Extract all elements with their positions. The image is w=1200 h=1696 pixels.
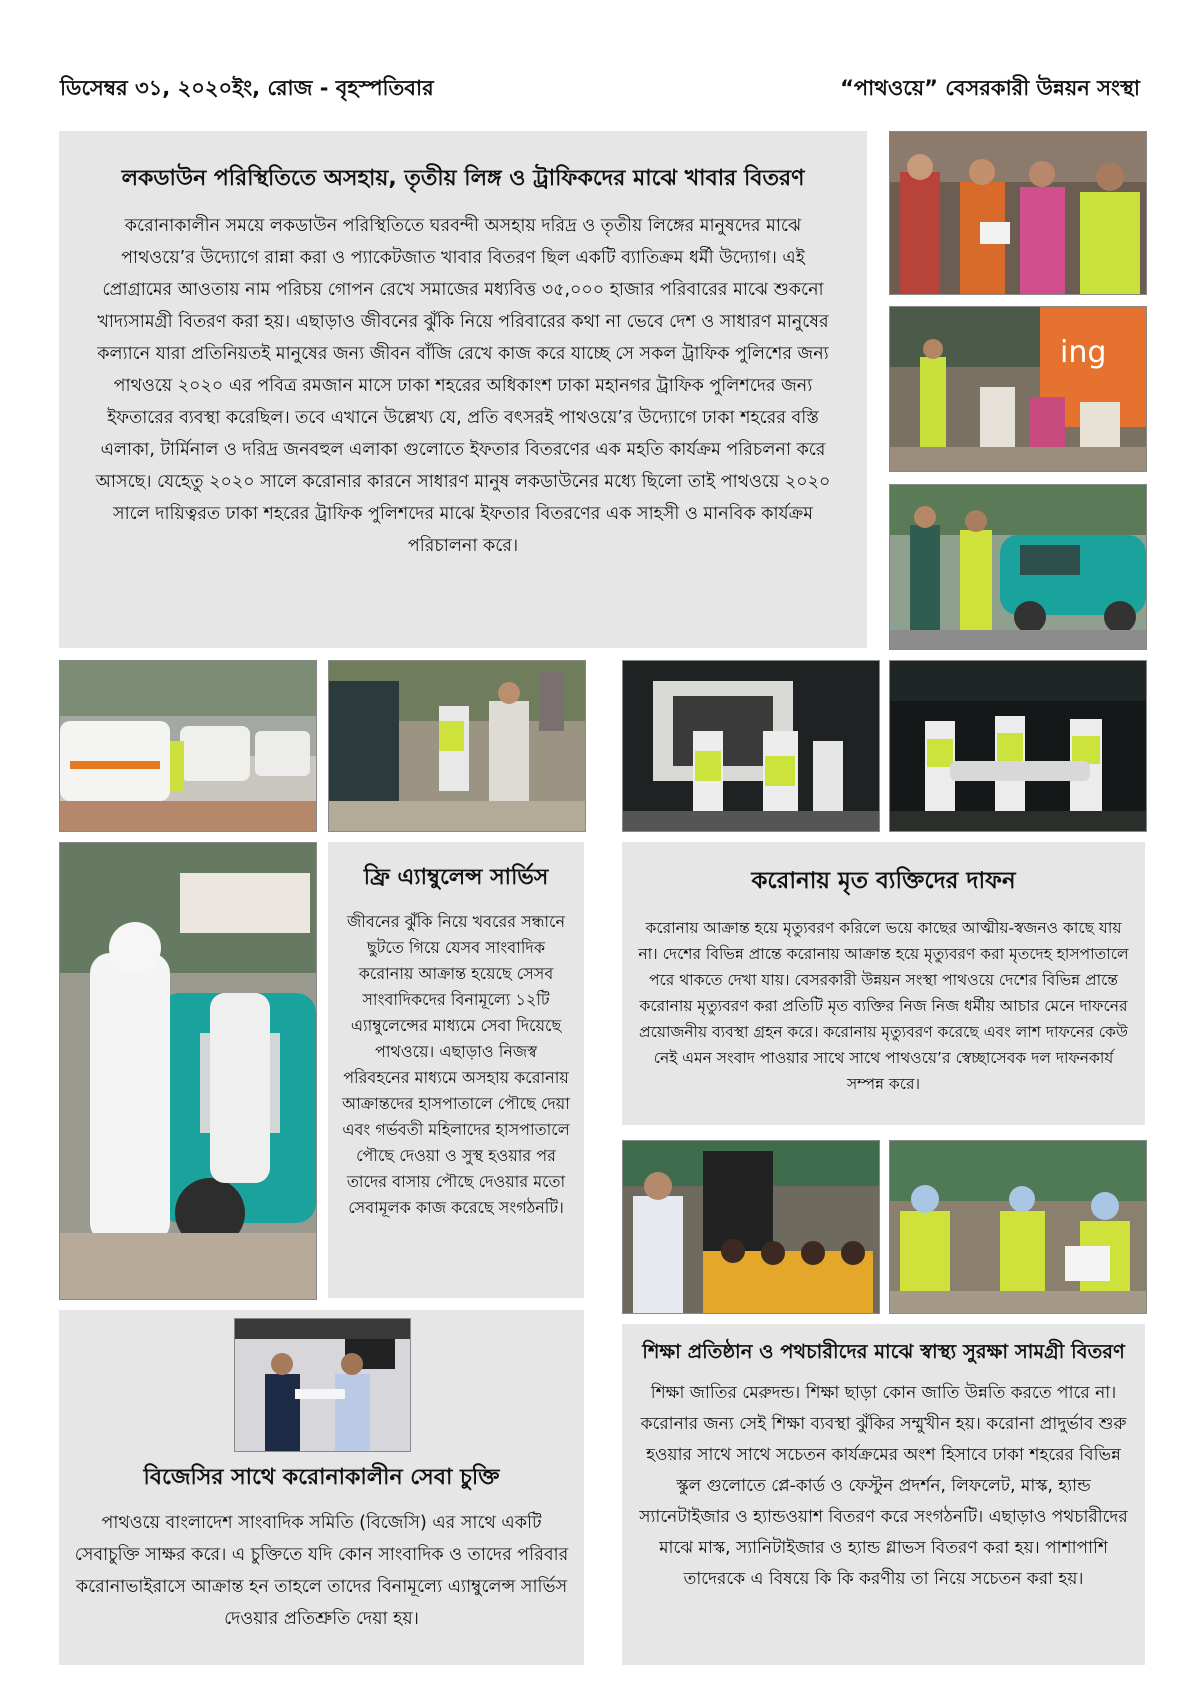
photo-pedestrian-kits [889, 1140, 1147, 1314]
issue-date: ডিসেম্বর ৩১, ২০২০ইং, রোজ - বৃহস্পতিবার [60, 76, 434, 100]
bjc-title: বিজেসির সাথে করোনাকালীন সেবা চুক্তি [143, 1465, 500, 1490]
photo-traffic-police-iftar [889, 306, 1147, 472]
bjc-article [59, 1310, 584, 1665]
photo-ambulance-fleet [59, 660, 317, 832]
education-title: শিক্ষা প্রতিষ্ঠান ও পথচারীদের মাঝে স্বাস্থ্য সুরক্ষা সামগ্রী বিতরণ [642, 1340, 1125, 1363]
photo-school-students [622, 1140, 880, 1314]
photo-agreement-signing [234, 1318, 411, 1452]
bjc-body: পাথওয়ে বাংলাদেশ সাংবাদিক সমিতি (বিজেসি) এর সাথে একটি সেবাচুক্তি সাক্ষর করে। এ চুক্তিতে যদি কোন সাংবাদিক ও তাদের পরিবার করোনাভাইরাসে আক্রান্ত হন তাহলে তাদের বিনামূল্যে এ্যাম্বুলেন্স সার্ভিস দেওয়ার প্রতিশ্রুতি দেয়া হয়। [74, 1513, 569, 1629]
photo-burial-loading [622, 660, 880, 832]
lockdown-article [59, 131, 867, 648]
burial-article [622, 842, 1145, 1125]
photo-iftar-car [889, 484, 1147, 650]
lockdown-body: করোনাকালীন সময়ে লকডাউন পরিস্থিতিতে ঘরবন্দী অসহায় দরিদ্র ও তৃতীয় লিঙ্গের মানুষদের মাঝে পাথওয়ে’র উদ্যোগে রান্না করা ও প্যাকেটজাত খাবার বিতরণ ছিল একটি ব্যাতিক্রম ধর্মী উদ্যোগ। এই প্রোগ্রামের আওতায় নাম পরিচয় গোপন রেখে সমাজের মধ্যবিত্ত ৩৫,০০০ হাজার পরিবারের মাঝে শুকনো খাদ্যসামগ্রী বিতরণ করা হয়। এছাড়াও জীবনের ঝুঁকি নিয়ে পরিবারের কথা না ভেবে দেশ ও সাধারণ মানুষের কল্যানে যারা প্রতিনিয়তই মানুষের জন্য জীবন বাঁজি রেখে কাজ করে যাচ্ছে সে সকল ট্রাফিক পুলিশের জন্য পাথওয়ে ২০২০ এর পবিত্র রমজান মাসে ঢাকা শহরের অধিকাংশ ঢাকা মহানগর ট্রাফিক পুলিশদের জন্য ইফতারের ব্যবস্থা করেছিল। তবে এখানে উল্লেখ্য যে, প্রতি বৎসরই পাথওয়ে’র উদ্যোগে ঢাকা শহরের বস্তি এলাকা, টার্মিনাল ও দরিদ্র জনবহুল এলাকা গুলোতে ইফতার বিতরণের এক মহতি কার্যক্রম পরিচলনা করে আসছে। যেহেতু ২০২০ সালে করোনার কারনে সাধারণ মানুষ লকডাউনের মধ্যে ছিলো তাই পাথওয়ে ২০২০ সালে দায়িত্বরত ঢাকা শহরের ট্রাফিক পুলিশদের মাঝে ইফতার বিতরণের এক সাহসী ও মানবিক কার্যক্রম পরিচালনা করে। [95, 216, 831, 556]
education-article [622, 1324, 1145, 1665]
photo-patient-transfer [328, 660, 586, 832]
ambulance-body: জীবনের ঝুঁকি নিয়ে খবরের সন্ধানে ছুটতে গিয়ে যেসব সাংবাদিক করোনায় আক্রান্ত হয়েছে সেসব সাংবাদিকদের বিনামূল্যে ১২টি এ্যাম্বুলেন্সের মাধ্যমে সেবা দিয়েছে পাথওয়ে। এছাড়াও নিজস্ব পরিবহনের মাধ্যমে অসহায় করোনায় আক্রান্তদের হাসপাতালে পৌছে দেয়া এবং গর্ভবতী মহিলাদের হাসপাতালে পৌছে দেওয়া ও সুস্থ হওয়ার পর তাদের বাসায় পৌছে দেওয়ার মতো সেবামূলক কাজ করেছে সংগঠনটি। [342, 912, 570, 1217]
organization-name: “পাথওয়ে” বেসরকারী উন্নয়ন সংস্থা [840, 76, 1140, 100]
ambulance-article [328, 842, 584, 1298]
education-body: শিক্ষা জাতির মেরুদন্ড। শিক্ষা ছাড়া কোন জাতি উন্নতি করতে পারে না। করোনার জন্য সেই শিক্ষা ব্যবস্থা ঝুঁকির সম্মুখীন হয়। করোনা প্রাদুর্ভাব শুরু হওয়ার সাথে সাথে সচেতন কার্যক্রমের অংশ হিসাবে ঢাকা শহরের বিভিন্ন স্কুল গুলোতে প্লে-কার্ড ও ফেস্টুন প্রদর্শন, লিফলেট, মাস্ক, হ্যান্ড স্যানেটাইজার ও হ্যান্ডওয়াশ বিতরণ করে সংগঠনটি। এছাড়াও পথচারীদের মাঝে মাস্ক, স্যানিটাইজার ও হ্যান্ড গ্লাভস বিতরণ করা হয়। পাশাপাশি তাদেরকে এ বিষয়ে কি কি করণীয় তা নিয়ে সচেতন করা হয়। [639, 1383, 1128, 1589]
photo-food-distribution [889, 131, 1147, 295]
ambulance-title: ফ্রি এ্যাম্বুলেন্স সার্ভিস [363, 865, 549, 890]
burial-body: করোনায় আক্রান্ত হয়ে মৃত্যুবরণ করিলে ভয়ে কাছের আত্মীয়-স্বজনও কাছে যায় না। দেশের বিভিন্ন প্রান্তে করোনায় আক্রান্ত হয়ে মৃত্যুবরণ করা মৃতদেহ হাসপাতালে পরে থাকতে দেখা যায়। বেসরকারী উন্নয়ন সংস্থা পাথওয়ে দেশের বিভিন্ন প্রান্তে করোনায় মৃত্যুবরণ করা প্রতিটি মৃত ব্যক্তির নিজ নিজ ধর্মীয় আচার মেনে দাফনের প্রয়োজনীয় ব্যবস্থা গ্রহন করে। করোনায় মৃত্যুবরণ করেছে এবং লাশ দাফনের কেউ নেই এমন সংবাদ পাওয়ার সাথে সাথে পাথওয়ে’র স্বেচ্ছাসেবক দল দাফনকার্য সম্পন্ন করে। [638, 919, 1129, 1093]
photo-ppe-ambulance [59, 842, 317, 1300]
svg-text:ing: ing [1060, 335, 1107, 370]
burial-title: করোনায় মৃত ব্যক্তিদের দাফন [751, 868, 1016, 894]
lockdown-title: লকডাউন পরিস্থিতিতে অসহায়, তৃতীয় লিঙ্গ ও ট্রাফিকদের মাঝে খাবার বিতরণ [121, 166, 805, 191]
photo-burial-stretcher [889, 660, 1147, 832]
